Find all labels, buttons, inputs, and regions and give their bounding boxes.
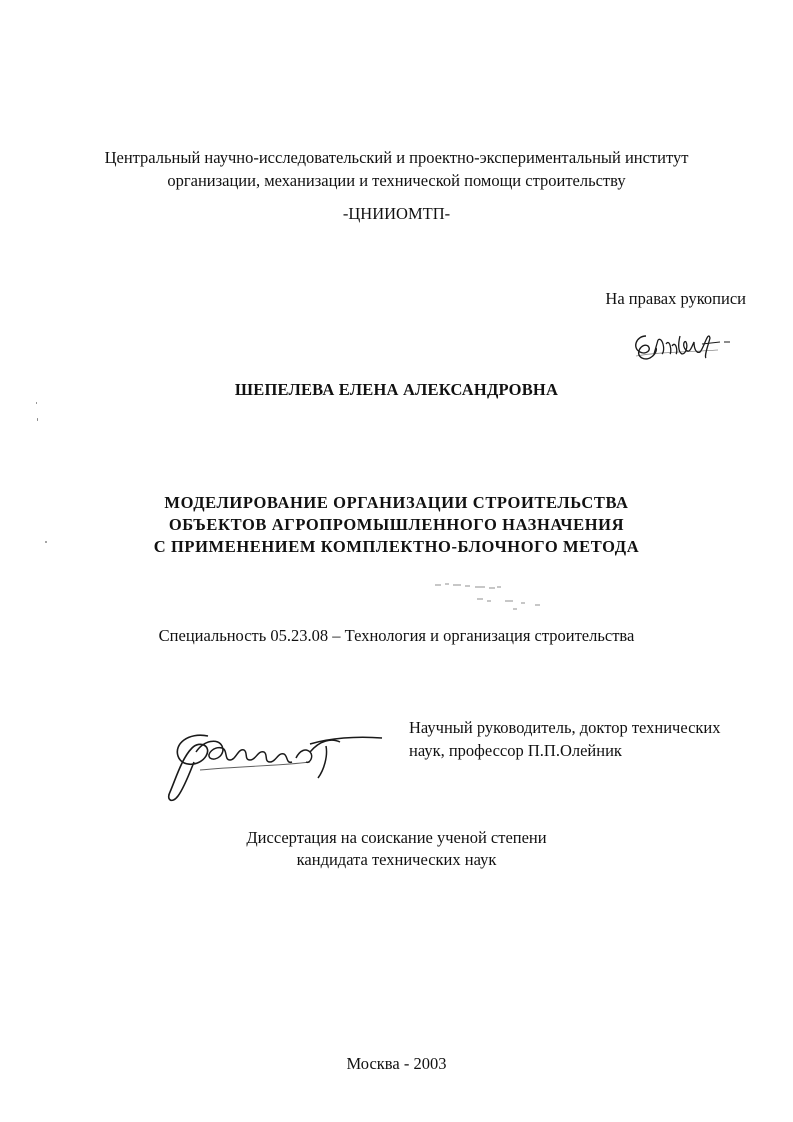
institute-abbreviation: -ЦНИИОМТП-	[342, 204, 451, 223]
dissertation-degree-line-1: Диссертация на соискание ученой степени	[246, 828, 547, 847]
dissertation-degree-line-2: кандидата технических наук	[296, 850, 497, 869]
dissertation-title-line-3: С ПРИМЕНЕНИЕМ КОМПЛЕКТНО-БЛОЧНОГО МЕТОДА	[153, 537, 640, 556]
city-year: Москва - 2003	[346, 1054, 447, 1073]
supervisor-line-1: Научный руководитель, доктор технических	[409, 718, 721, 737]
library-stamp-icon	[425, 578, 555, 614]
scan-speck	[36, 402, 37, 404]
scan-speck	[37, 418, 38, 421]
scan-speck	[45, 541, 47, 543]
supervisor-line-2: наук, профессор П.П.Олейник	[409, 741, 622, 760]
dissertation-title-line-2: ОБЪЕКТОВ АГРОПРОМЫШЛЕННОГО НАЗНАЧЕНИЯ	[168, 515, 625, 534]
supervisor-signature-icon	[160, 722, 390, 808]
author-signature-icon	[628, 326, 738, 366]
dissertation-title-line-1: МОДЕЛИРОВАНИЕ ОРГАНИЗАЦИИ СТРОИТЕЛЬСТВА	[164, 493, 629, 512]
institute-name-line-1: Центральный научно-исследовательский и проектно-экспериментальный институт	[104, 148, 689, 167]
manuscript-note: На правах рукописи	[605, 289, 746, 308]
institute-name-line-2: организации, механизации и технической помощи строительству	[167, 171, 626, 190]
author-name: ШЕПЕЛЕВА ЕЛЕНА АЛЕКСАНДРОВНА	[234, 380, 559, 399]
specialty-line: Специальность 05.23.08 – Технология и организация строительства	[158, 626, 635, 645]
